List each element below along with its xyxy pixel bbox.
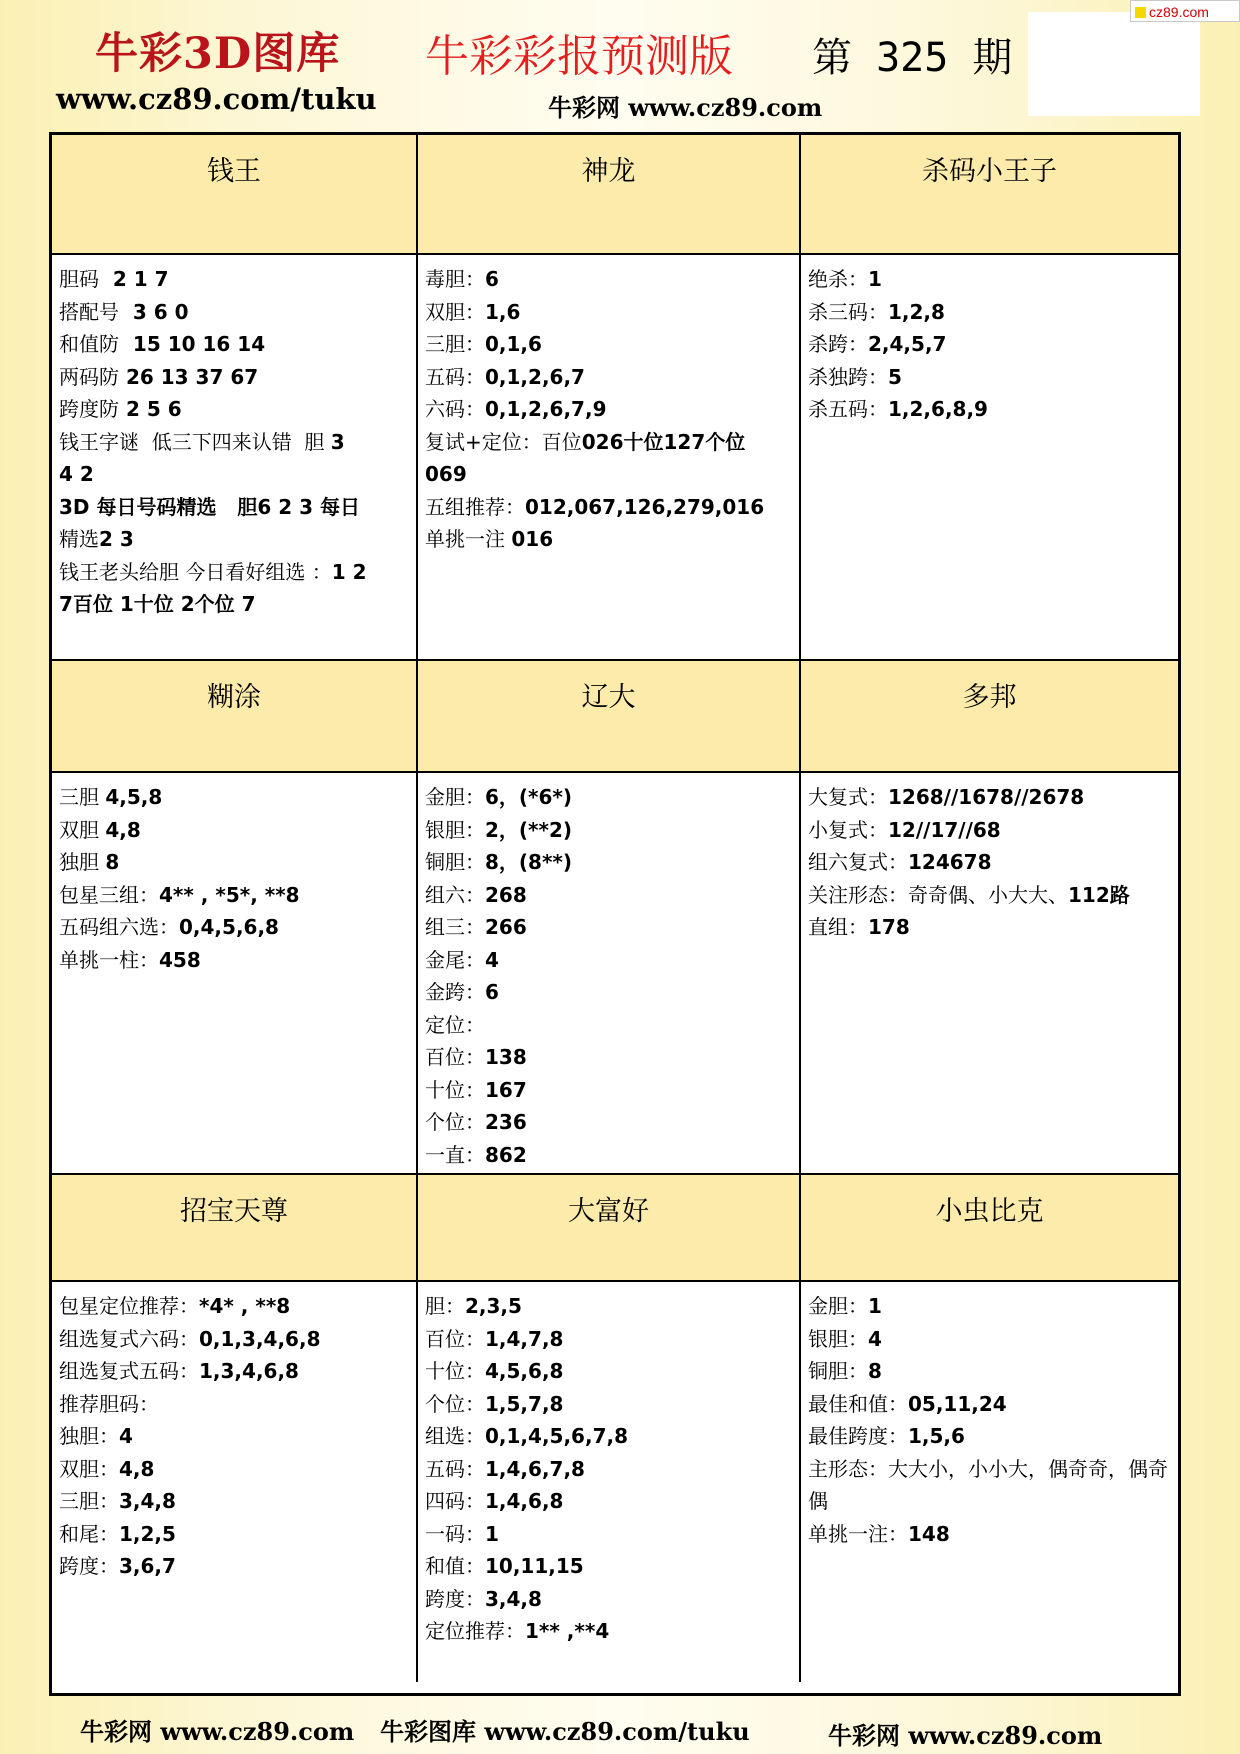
prediction-line (59, 458, 410, 491)
line-label: 和尾： (59, 1521, 119, 1546)
prediction-line (425, 361, 793, 394)
prediction-line (59, 1290, 410, 1323)
line-value: 4,8 (105, 817, 141, 842)
line-label: 五码： (425, 1456, 485, 1481)
line-value: 4,5,8 (105, 785, 163, 809)
prediction-line (425, 296, 793, 329)
brand-title: 牛彩3D图库 (95, 29, 341, 79)
line-label: 银胆： (425, 817, 485, 842)
prediction-line (59, 1453, 410, 1486)
line-value: 1,4,6,7,8 (485, 1456, 585, 1481)
panel-title: 招宝天尊 (52, 1175, 418, 1282)
prediction-line (808, 361, 1172, 394)
prediction-line (425, 781, 793, 814)
prediction-line (425, 426, 793, 459)
line-value: 1 (868, 1294, 882, 1318)
line-label: 双胆 (59, 817, 106, 842)
prediction-line (59, 263, 410, 296)
line-label: 三胆： (59, 1489, 119, 1513)
line-label: 单挑一柱： (59, 947, 159, 972)
panel-body (418, 255, 801, 661)
line-label: 最佳跨度： (808, 1424, 908, 1448)
line-value: 026十位127个位 (581, 429, 746, 454)
line-value: 1 2 (331, 559, 367, 584)
line-value: 26 13 37 67 (119, 364, 259, 389)
prediction-line (808, 1453, 1172, 1486)
prediction-line (425, 1041, 793, 1074)
line-value: 069 (425, 462, 467, 486)
line-label: 组选复式五码： (59, 1359, 199, 1383)
line-label: 双胆： (59, 1456, 119, 1481)
prediction-line (59, 814, 410, 847)
line-label: 偶 (808, 1489, 828, 1513)
line-label: 两码防 (59, 364, 119, 389)
prediction-line (59, 523, 410, 556)
line-value: 268 (485, 882, 527, 907)
prediction-line (808, 1355, 1172, 1388)
line-value: 12//17//68 (888, 817, 1001, 842)
prediction-line (59, 1388, 410, 1421)
edition-title: 牛彩彩报预测版 (425, 31, 733, 82)
prediction-line (808, 879, 1172, 912)
prediction-line (808, 263, 1172, 296)
prediction-line (808, 781, 1172, 814)
line-value: 4 (868, 1326, 882, 1351)
line-value: 4 2 (59, 462, 94, 486)
panel-title: 糊涂 (52, 661, 418, 773)
line-label: 四码： (425, 1489, 485, 1513)
line-value: 0,1,4,5,6,7,8 (485, 1424, 628, 1448)
line-label: 五组推荐： (425, 494, 525, 519)
prediction-line (425, 1139, 793, 1172)
line-value: 3,4,8 (119, 1489, 176, 1513)
line-value: 2,4,5,7 (868, 332, 947, 356)
prediction-line (425, 1420, 793, 1453)
line-label: 银胆： (808, 1326, 868, 1351)
line-value: 4 (485, 947, 499, 972)
site-url-center[interactable]: 牛彩网 www.cz89.com (548, 93, 823, 122)
line-label: 百位： (425, 1045, 485, 1069)
line-label: 金胆： (808, 1294, 868, 1318)
prediction-line (425, 1106, 793, 1139)
prediction-line (425, 393, 793, 426)
prediction-line (425, 879, 793, 912)
prediction-line (59, 781, 410, 814)
site-badge[interactable] (1130, 0, 1240, 22)
line-value: 012,067,126,279,016 (525, 494, 765, 519)
line-label: 钱王老头给胆 今日看好组选 ： (59, 559, 332, 584)
prediction-line (59, 328, 410, 361)
prediction-line (425, 523, 793, 556)
panel-body (52, 255, 418, 661)
prediction-line (425, 911, 793, 944)
line-value: 2 5 6 (119, 397, 182, 421)
prediction-line (59, 1323, 410, 1356)
line-label: 胆码 (59, 267, 99, 291)
line-label: 关注形态：奇奇偶、小大大、 (808, 882, 1068, 907)
line-label: 毒胆： (425, 267, 485, 291)
line-label: 杀三码： (808, 299, 888, 324)
panel-body (801, 255, 1178, 661)
panel-title: 小虫比克 (801, 1175, 1178, 1282)
panel-body (52, 773, 418, 1175)
panel-body (52, 1282, 418, 1682)
line-value: 10,11,15 (485, 1554, 584, 1578)
line-label: 五码： (425, 364, 485, 389)
line-label: 杀跨： (808, 332, 868, 356)
line-value: 2 3 (99, 527, 134, 551)
line-value: 0,4,5,6,8 (179, 915, 279, 939)
prediction-line (425, 1074, 793, 1107)
line-value: 1** ,**4 (525, 1619, 610, 1643)
line-value: 167 (485, 1077, 527, 1102)
line-value: 2 1 7 (99, 267, 169, 291)
panel-title: 杀码小王子 (801, 135, 1178, 255)
line-value: 0,1,3,4,6,8 (199, 1326, 321, 1351)
prediction-line (808, 1323, 1172, 1356)
prediction-line (59, 393, 410, 426)
line-value: 236 (485, 1110, 527, 1134)
line-value: 8 (105, 850, 120, 874)
line-value: 0,1,2,6,7 (485, 364, 585, 389)
line-value: 1,5,7,8 (485, 1391, 564, 1416)
line-label: 主形态：大大小，小小大，偶奇奇，偶奇 (808, 1456, 1168, 1481)
line-value: 4** , *5*, **8 (159, 882, 300, 907)
prediction-line (425, 1518, 793, 1551)
prediction-line (425, 814, 793, 847)
line-value: 2,3,5 (465, 1294, 522, 1318)
prediction-line (425, 846, 793, 879)
prediction-line (425, 944, 793, 977)
line-value: 3 (330, 429, 345, 454)
line-value: 458 (159, 947, 201, 972)
prediction-line (425, 458, 793, 491)
line-label: 个位： (425, 1110, 485, 1134)
line-value: 3,6,7 (119, 1554, 176, 1578)
panel-body (801, 773, 1178, 1175)
panel-title: 多邦 (801, 661, 1178, 773)
line-value: 138 (485, 1045, 527, 1069)
line-value: 1,6 (485, 299, 521, 324)
line-label: 个位： (425, 1391, 485, 1416)
line-value: 148 (908, 1521, 950, 1546)
blank-box (1028, 12, 1200, 116)
prediction-line (59, 1485, 410, 1518)
line-value: 0,1,6 (485, 332, 542, 356)
line-label: 大复式： (808, 785, 888, 809)
prediction-line (59, 944, 410, 977)
line-label: 钱王字谜 低三下四来认错 胆 (59, 429, 331, 454)
prediction-line (425, 1323, 793, 1356)
line-label: 直组： (808, 915, 868, 939)
prediction-line (425, 1355, 793, 1388)
line-label: 胆： (425, 1294, 465, 1318)
prediction-line (808, 846, 1172, 879)
line-value: 1,2,5 (119, 1521, 176, 1546)
line-label: 十位： (425, 1077, 485, 1102)
prediction-line (808, 1420, 1172, 1453)
line-value: 862 (485, 1142, 527, 1167)
line-value: 266 (485, 915, 527, 939)
line-label: 铜胆： (808, 1359, 868, 1383)
line-value: 1,3,4,6,8 (199, 1359, 299, 1383)
line-label: 独胆： (59, 1424, 119, 1448)
line-label: 三胆： (425, 332, 485, 356)
line-label: 包星三组： (59, 882, 159, 907)
prediction-line (808, 1485, 1172, 1518)
prediction-grid (49, 132, 1181, 1696)
line-label: 组三： (425, 915, 485, 939)
prediction-line (425, 1009, 793, 1042)
line-label: 搭配号 (59, 299, 119, 324)
badge-icon (1135, 7, 1146, 18)
line-label: 百位： (425, 1326, 485, 1351)
panel-body (418, 1282, 801, 1682)
prediction-line (425, 1485, 793, 1518)
line-value: 0,1,2,6,7,9 (485, 397, 607, 421)
line-value: 4 (119, 1424, 133, 1448)
panel-body (418, 773, 801, 1175)
prediction-line (425, 1583, 793, 1616)
prediction-line (59, 911, 410, 944)
prediction-line (59, 361, 410, 394)
line-label: 一码： (425, 1521, 485, 1546)
line-value: 1,2,8 (888, 299, 945, 324)
prediction-line (59, 296, 410, 329)
prediction-line (59, 491, 410, 524)
line-label: 绝杀： (808, 267, 868, 291)
prediction-line (59, 1550, 410, 1583)
line-label: 精选 (59, 527, 99, 551)
prediction-line (59, 556, 410, 589)
line-value: *4* , **8 (199, 1294, 291, 1318)
line-label: 金尾： (425, 947, 485, 972)
line-value: 6 (485, 267, 499, 291)
prediction-line (425, 976, 793, 1009)
line-label: 独胆 (59, 850, 106, 874)
line-label: 和值： (425, 1554, 485, 1578)
line-label: 六码： (425, 397, 485, 421)
line-label: 跨度： (425, 1586, 485, 1611)
line-value: 05,11,24 (908, 1391, 1007, 1416)
line-value: 112路 (1068, 882, 1130, 907)
line-value: 4,8 (119, 1456, 155, 1481)
line-label: 铜胆： (425, 850, 485, 874)
prediction-line (808, 328, 1172, 361)
line-label: 推荐胆码： (59, 1391, 159, 1416)
prediction-line (59, 1518, 410, 1551)
prediction-line (425, 1453, 793, 1486)
line-label: 金胆： (425, 785, 485, 809)
line-label: 跨度： (59, 1554, 119, 1578)
line-value: 4,5,6,8 (485, 1359, 564, 1383)
footer-link-left[interactable]: 牛彩网 www.cz89.com (80, 1717, 355, 1746)
line-label: 包星定位推荐： (59, 1294, 199, 1318)
line-value: 1,5,6 (908, 1424, 965, 1448)
line-value: 1 (868, 267, 882, 291)
prediction-line (425, 328, 793, 361)
line-value: 6，(*6*) (485, 785, 573, 809)
prediction-line (808, 911, 1172, 944)
prediction-line (425, 1550, 793, 1583)
badge-label: cz89.com (1149, 4, 1209, 20)
line-value: 2，(**2) (485, 817, 573, 842)
prediction-line (425, 1388, 793, 1421)
line-value: 5 (888, 364, 902, 389)
footer-link-center[interactable]: 牛彩图库 www.cz89.com/tuku (380, 1717, 750, 1746)
line-label: 单挑一注 (425, 527, 512, 551)
line-value: 178 (868, 915, 910, 939)
prediction-line (59, 1420, 410, 1453)
prediction-line (808, 814, 1172, 847)
prediction-line (425, 1615, 793, 1648)
line-value: 1268//1678//2678 (888, 785, 1085, 809)
prediction-line (425, 491, 793, 524)
line-value: 1,2,6,8,9 (888, 397, 988, 421)
line-value: 016 (511, 527, 554, 551)
prediction-line (59, 879, 410, 912)
line-label: 杀五码： (808, 397, 888, 421)
prediction-line (808, 1290, 1172, 1323)
line-label: 杀独跨： (808, 364, 888, 389)
line-value: 8，(8**) (485, 850, 573, 874)
line-value: 3D 每日号码精选 胆6 2 3 每日 (59, 494, 361, 519)
line-value: 7百位 1十位 2个位 7 (59, 592, 256, 616)
line-label: 定位： (425, 1012, 485, 1037)
prediction-line (59, 846, 410, 879)
issue-number: 第 325 期 (812, 35, 1013, 81)
line-label: 最佳和值： (808, 1391, 908, 1416)
line-value: 1,4,6,8 (485, 1489, 564, 1513)
line-value: 3 6 0 (119, 299, 189, 324)
line-label: 组选： (425, 1424, 485, 1448)
line-label: 单挑一注： (808, 1521, 908, 1546)
footer-link-right[interactable]: 牛彩网 www.cz89.com (828, 1721, 1103, 1750)
line-value: 124678 (908, 850, 992, 874)
line-label: 小复式： (808, 817, 888, 842)
line-label: 十位： (425, 1359, 485, 1383)
prediction-line (808, 1388, 1172, 1421)
prediction-line (808, 1518, 1172, 1551)
panel-body (801, 1282, 1178, 1682)
panel-title: 钱王 (52, 135, 418, 255)
line-value: 1,4,7,8 (485, 1326, 564, 1351)
line-label: 三胆 (59, 785, 106, 809)
line-label: 复试+定位：百位 (425, 429, 582, 454)
prediction-line (59, 426, 410, 459)
prediction-line (59, 1355, 410, 1388)
line-value: 1 (485, 1521, 499, 1546)
line-label: 和值防 (59, 332, 119, 356)
line-label: 组选复式六码： (59, 1326, 199, 1351)
prediction-line (425, 263, 793, 296)
line-value: 3,4,8 (485, 1586, 542, 1611)
line-label: 双胆： (425, 299, 485, 324)
line-label: 组六复式： (808, 850, 908, 874)
line-label: 组六： (425, 882, 485, 907)
prediction-line (425, 1290, 793, 1323)
line-value: 6 (485, 980, 499, 1004)
prediction-line (59, 588, 410, 621)
panel-title: 神龙 (418, 135, 801, 255)
line-label: 跨度防 (59, 397, 119, 421)
panel-title: 大富好 (418, 1175, 801, 1282)
line-label: 一直： (425, 1142, 485, 1167)
panel-title: 辽大 (418, 661, 801, 773)
line-label: 五码组六选： (59, 915, 179, 939)
line-value: 15 10 16 14 (119, 332, 266, 356)
prediction-line (808, 296, 1172, 329)
site-url-left[interactable]: www.cz89.com/tuku (56, 82, 377, 116)
line-label: 金跨： (425, 980, 485, 1004)
line-value: 8 (868, 1359, 882, 1383)
prediction-line (808, 393, 1172, 426)
line-label: 定位推荐： (425, 1619, 525, 1643)
